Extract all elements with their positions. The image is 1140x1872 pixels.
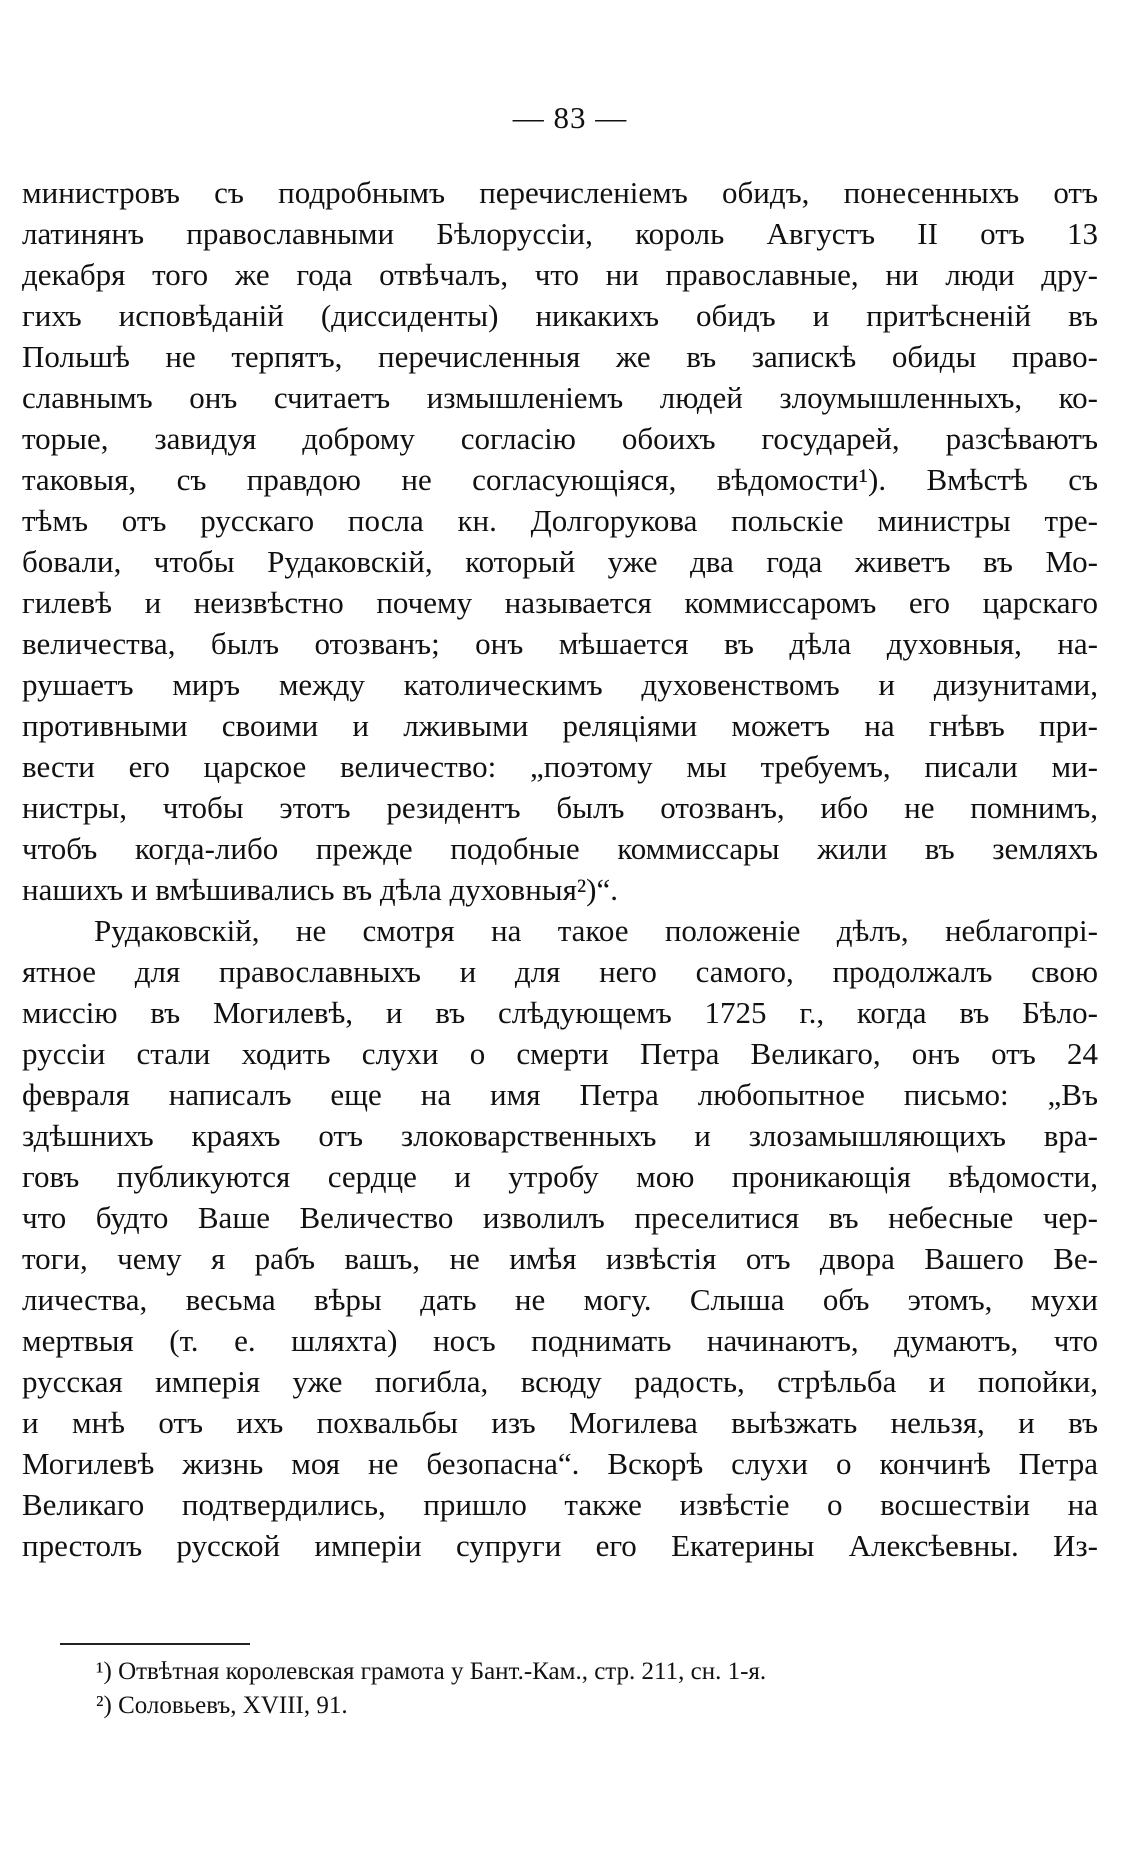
footnote: ¹) Отвѣтная королевская грамота у Бант.-Кам., стр. 211, сн. 1-я. (96, 1658, 767, 1685)
footnote-divider (60, 1643, 250, 1645)
text-line: Рудаковскій, не смотря на такое положеніе дѣлъ, неблагопрі- (94, 913, 1098, 948)
text-line: личества, весьма вѣры дать не могу. Слыша объ этомъ, мухи (22, 1282, 1098, 1317)
text-line: славнымъ онъ считаетъ измышленіемъ людей злоумышленныхъ, ко- (22, 380, 1098, 415)
text-line: вести его царское величество: „поэтому мы требуемъ, писали ми- (22, 749, 1098, 784)
text-line: и мнѣ отъ ихъ похвальбы изъ Могилева выѣзжать нельзя, и въ (22, 1405, 1098, 1440)
text-line: бовали, чтобы Рудаковскій, который уже два года живетъ въ Мо- (22, 544, 1098, 579)
text-line: гилевѣ и неизвѣстно почему называется коммиссаромъ его царскаго (22, 585, 1098, 620)
text-line: Могилевѣ жизнь моя не безопасна“. Вскорѣ слухи о кончинѣ Петра (22, 1446, 1098, 1481)
paragraph (22, 172, 1098, 910)
footnote: ²) Соловьевъ, XVIII, 91. (96, 1692, 348, 1719)
text-line: миссію въ Могилевѣ, и въ слѣдующемъ 1725 г., когда въ Бѣло- (22, 995, 1098, 1030)
text-line: русская имперія уже погибла, всюду радость, стрѣльба и попойки, (22, 1364, 1098, 1399)
text-line: рушаетъ миръ между католическимъ духовенствомъ и дизунитами, (22, 667, 1098, 702)
text-line: торые, завидуя доброму согласію обоихъ государей, разсѣваютъ (22, 421, 1098, 456)
text-line: ятное для православныхъ и для него самого, продолжалъ свою (22, 954, 1098, 989)
text-line: чтобъ когда-либо прежде подобные коммиссары жили въ земляхъ (22, 831, 1098, 866)
text-line: декабря того же года отвѣчалъ, что ни православные, ни люди дру- (22, 257, 1098, 292)
text-line: нистры, чтобы этотъ резидентъ былъ отозванъ, ибо не помнимъ, (22, 790, 1098, 825)
text-line: гихъ исповѣданій (диссиденты) никакихъ обидъ и притѣсненій въ (22, 298, 1098, 333)
text-line: таковыя, съ правдою не согласующіяся, вѣдомости¹). Вмѣстѣ съ (22, 462, 1098, 497)
footnotes (96, 1655, 1096, 1723)
text-line: февраля написалъ еще на имя Петра любопытное письмо: „Въ (22, 1077, 1098, 1112)
text-line: латинянъ православными Бѣлоруссіи, король Августъ II отъ 13 (22, 216, 1098, 251)
text-line: тоги, чему я рабъ вашъ, не имѣя извѣстія отъ двора Вашего Ве- (22, 1241, 1098, 1276)
text-line: Великаго подтвердились, пришло также извѣстіе о восшествіи на (22, 1487, 1098, 1522)
text-line: Польшѣ не терпятъ, перечисленныя же въ запискѣ обиды право- (22, 339, 1098, 374)
text-line: величества, былъ отозванъ; онъ мѣшается въ дѣла духовныя, на- (22, 626, 1098, 661)
text-line: министровъ съ подробнымъ перечисленіемъ обидъ, понесенныхъ отъ (22, 175, 1098, 210)
text-line: противными своими и лживыми реляціями можетъ на гнѣвъ при- (22, 708, 1098, 743)
text-line: мертвыя (т. е. шляхта) носъ поднимать начинаютъ, думаютъ, что (22, 1323, 1098, 1358)
text-line: нашихъ и вмѣшивались въ дѣла духовныя²)“. (22, 872, 618, 907)
text-line: руссіи стали ходить слухи о смерти Петра Великаго, онъ отъ 24 (22, 1036, 1098, 1071)
text-line: престолъ русской имперіи супруги его Екатерины Алексѣевны. Из- (22, 1528, 1098, 1563)
text-line: тѣмъ отъ русскаго посла кн. Долгорукова польскіе министры тре- (22, 503, 1098, 538)
text-line: говъ публикуются сердце и утробу мою проникающія вѣдомости, (22, 1159, 1098, 1194)
text-line: здѣшнихъ краяхъ отъ злоковарственныхъ и злозамышляющихъ вра- (22, 1118, 1098, 1153)
body-text (22, 172, 1098, 1566)
page-number: — 83 — (512, 100, 628, 135)
text-line: что будто Ваше Величество изволилъ преселитися въ небесные чер- (22, 1200, 1098, 1235)
paragraph (22, 910, 1098, 1566)
